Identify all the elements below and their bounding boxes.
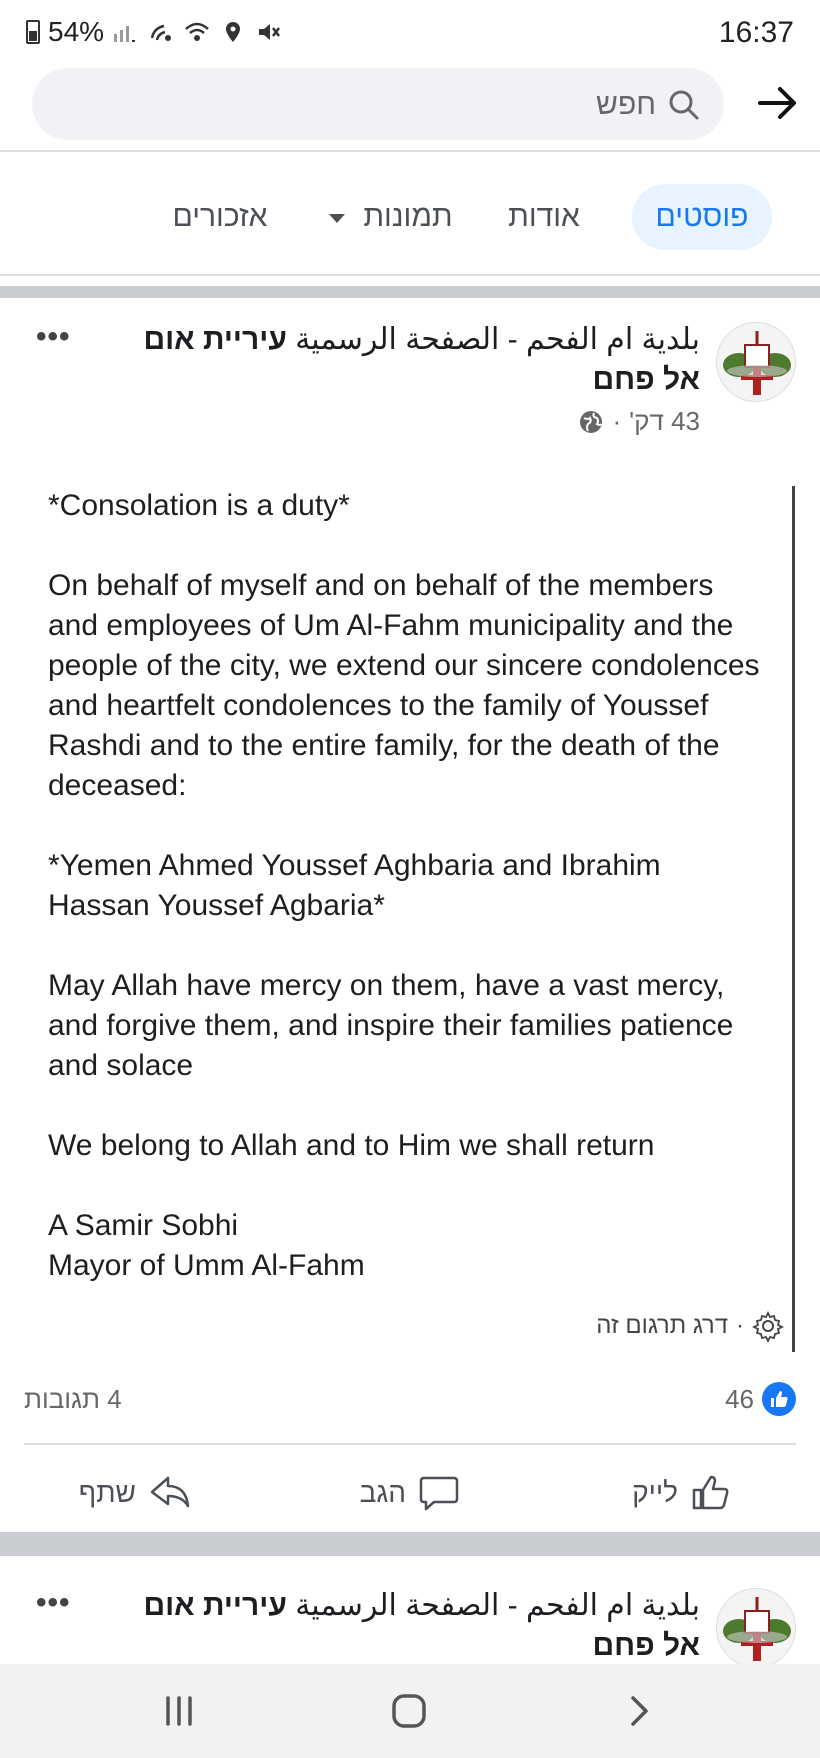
wifi-icon <box>184 20 210 44</box>
status-time: 16:37 <box>718 16 794 49</box>
status-bar <box>0 0 820 64</box>
tab-photos[interactable] <box>316 184 466 250</box>
top-header <box>0 64 820 152</box>
share-label: שתף <box>78 1477 136 1508</box>
comment-label: הגב <box>359 1477 406 1508</box>
post-time[interactable]: 43 דק' <box>629 406 700 436</box>
municipality-logo-icon <box>717 1589 796 1668</box>
post-meta <box>578 406 700 437</box>
back-nav-icon[interactable] <box>616 1688 662 1734</box>
share-arrow-icon <box>148 1472 190 1514</box>
section-divider <box>0 286 820 298</box>
like-button[interactable] <box>632 1472 732 1514</box>
page-tabs <box>0 152 820 276</box>
tab-mentions[interactable]: אזכורים <box>172 200 268 233</box>
tab-about[interactable]: אודות <box>508 200 580 233</box>
section-divider <box>0 1532 820 1556</box>
post-header <box>0 312 820 472</box>
signal-icon <box>112 20 138 44</box>
battery-icon <box>26 20 40 44</box>
comments-count[interactable]: 4 תגובות <box>24 1384 122 1414</box>
author-name-hebrew: עיריית אום אל פחם <box>143 323 700 396</box>
search-icon <box>666 87 700 121</box>
municipality-logo-icon <box>717 323 796 402</box>
status-left <box>26 16 282 48</box>
meta-separator: · <box>612 406 622 436</box>
post-stats <box>0 1378 820 1424</box>
text-quote-rule <box>792 486 795 1352</box>
home-icon[interactable] <box>386 1688 432 1734</box>
gear-icon <box>752 1310 784 1342</box>
author-name-arabic: بلدية ام الفحم - الصفحة الرسمية <box>295 1589 700 1622</box>
avatar[interactable] <box>716 1588 796 1668</box>
like-label: לייק <box>632 1477 678 1508</box>
translate-label: דרג תרגום זה <box>596 1312 728 1339</box>
translation-rating[interactable] <box>596 1310 784 1342</box>
wifi-call-icon <box>148 20 174 44</box>
mute-icon <box>256 20 282 44</box>
more-options-icon[interactable]: ••• <box>36 1586 71 1619</box>
post-actions <box>0 1462 820 1538</box>
likes-count: 46 <box>725 1383 754 1414</box>
post-body-text: *Consolation is a duty* On behalf of myself and on behalf of the members and employees of Um Al-Fahm municipality and the people of the city, we extend our sincere condolences and heartfelt condolences to the family of Youssef Rashdi and to the entire family, for the death of the deceased: *Yemen Ahmed Youssef Aghbaria and Ibrahim Hassan Youssef Agbaria* May Allah have mercy on them, have a vast mercy, and forgive them, and inspire their families patience and solace We belong to Allah and to Him we shall return A Samir Sobhi Mayor of Umm Al-Fahm <box>48 489 760 1282</box>
location-icon <box>220 20 246 44</box>
likes-summary[interactable] <box>725 1382 796 1416</box>
author-name-hebrew: עיריית אום אל פחם <box>143 1589 700 1662</box>
comment-icon <box>418 1472 460 1514</box>
tab-photos-label: תמונות <box>363 200 453 233</box>
chevron-down-icon <box>329 214 345 223</box>
translate-separator: · <box>736 1312 744 1339</box>
back-arrow-icon[interactable] <box>752 78 802 128</box>
battery-level: 54% <box>48 16 105 47</box>
system-nav-bar <box>0 1664 820 1758</box>
thumbs-up-icon <box>690 1472 732 1514</box>
share-button[interactable] <box>79 1472 190 1514</box>
search-input[interactable] <box>32 68 724 140</box>
actions-divider <box>24 1443 796 1445</box>
author-name-arabic: بلدية ام الفحم - الصفحة الرسمية <box>295 323 700 356</box>
globe-icon <box>578 409 604 435</box>
like-reaction-icon <box>762 1382 796 1416</box>
post-author[interactable] <box>100 1586 700 1666</box>
avatar[interactable] <box>716 322 796 402</box>
status-icons <box>112 20 282 44</box>
comment-button[interactable] <box>360 1472 460 1514</box>
tab-posts[interactable]: פוסטים <box>632 184 772 250</box>
search-placeholder: חפש <box>596 88 656 121</box>
recent-apps-icon[interactable] <box>156 1688 202 1734</box>
more-options-icon[interactable]: ••• <box>36 320 71 353</box>
post-author[interactable] <box>100 320 700 400</box>
